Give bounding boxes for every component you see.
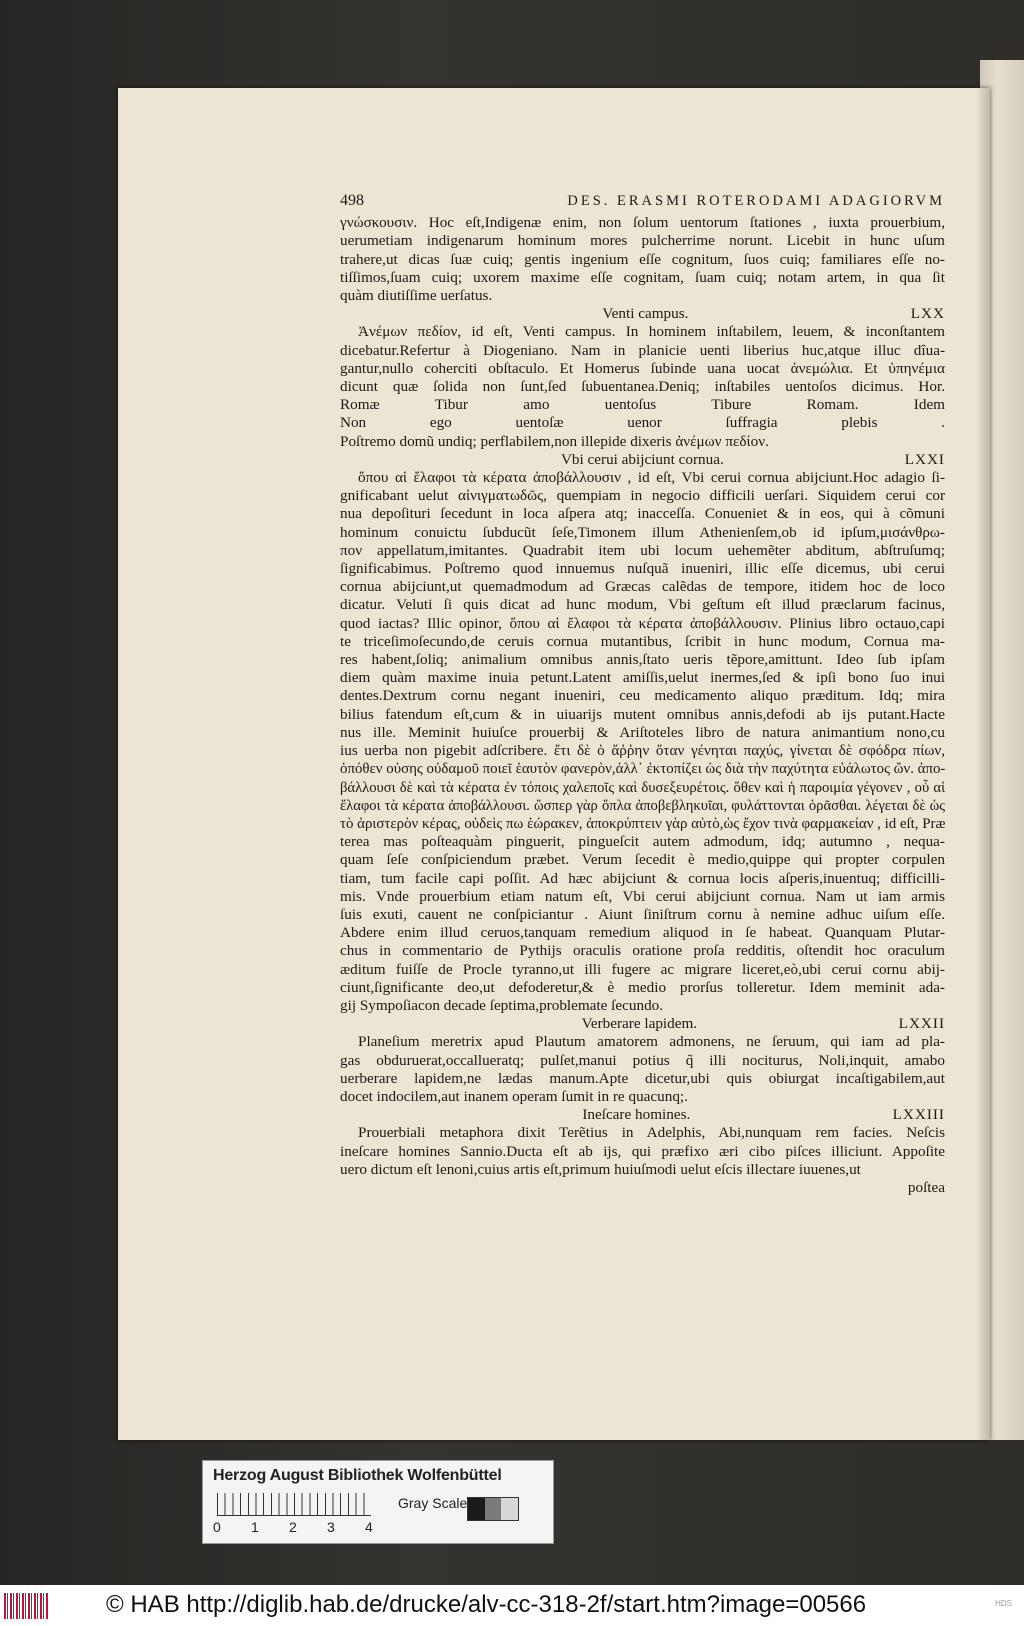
scale-tick-label: 3 bbox=[327, 1519, 335, 1535]
text-line: Planeſium meretrix apud Plautum amatorem admonens, ne ſeruum, qui iam ad pla- bbox=[358, 1033, 945, 1051]
adage-sections bbox=[340, 305, 945, 1179]
copyright-url: © HAB http://diglib.hab.de/drucke/alv-cc-318-2f/start.htm?image=00566 bbox=[106, 1591, 867, 1618]
adage-number: LXXII bbox=[898, 1015, 945, 1033]
text-line: Poſtremo domũ undiq; perflabilem,non illepide dixeris ἀνέμων πεδίον. bbox=[340, 432, 769, 450]
text-line: quod iactas? Illic opinor, ὅπου αἱ ἔλαφοι τὰ κέρατα ἀποβάλλουσιν. Plinius libro octauo,capi bbox=[340, 614, 945, 632]
text-line: gij Sympoſiacon decade ſeptima,problemate ſecundo. bbox=[340, 996, 664, 1014]
scale-tick-label: 4 bbox=[365, 1519, 373, 1535]
text-line: βάλλουσι δὲ καὶ τὰ κέρατα ἐν τόποις χαλεποῖς καὶ δυσεξευρέτοις. ὅθεν καὶ ἡ παροιμία γέγονεν , οὗ αἱ bbox=[340, 779, 945, 796]
text-line: te triceſimoſecundo,de ceruis cornua mutantibus, ſcribit in hunc modum, Cornua ma- bbox=[340, 632, 945, 650]
gray-swatch bbox=[501, 1498, 518, 1520]
text-line: terea mas poſteaquàm pinguerit, pingueſcit autem admodum, idq; autumno , nequa- bbox=[340, 833, 945, 851]
text-line: gas obduruerat,occallueratq; pulſet,manui potius q̃ illi nociturus, Noli,inquit, amabo bbox=[340, 1051, 945, 1069]
text-line: gantur,nullo coherciti obſtaculo. Et Homerus ſubinde uana uocat ἀνεμώλια. Et ὑπηνέμια bbox=[340, 359, 945, 377]
running-head-title: DES. ERASMI ROTERODAMI ADAGIORVM bbox=[567, 193, 945, 209]
book-page bbox=[118, 88, 990, 1440]
intro-paragraph bbox=[340, 214, 945, 305]
text-line: æditum fuiſſe de Procle tyranno,ut illi fugere ac migrare liceret,eò,ubi cerui cornu abij- bbox=[340, 960, 945, 978]
text-line: Romæ Tibur amo uentoſus Tibure Romam. Idem bbox=[340, 396, 945, 414]
adage-heading bbox=[340, 305, 945, 323]
scale-tick-label: 1 bbox=[251, 1519, 259, 1535]
text-line: nua depoſituri ſecedunt in loca aſpera atq; inacceſſa. Conueniet & in eos, qui à cõmuni bbox=[340, 505, 945, 523]
color-calibration-bar bbox=[202, 1460, 554, 1544]
text-line: τὸ ἀριστερὸν κέρας, οὐδεὶς πω ἑώρακεν, ἀποκρύπτειν γὰρ αὐτὸ,ὡς ἔχον τινὰ φαρμακείαν , id eſt, Præ bbox=[340, 815, 945, 832]
text-line: chus in commentario de Pythijs oraculis oratione proſa redditis, oſtendit hoc oraculum bbox=[340, 942, 945, 960]
adage-heading bbox=[340, 1106, 945, 1124]
catchword: poſtea bbox=[907, 1178, 945, 1196]
adage-number: LXXIII bbox=[892, 1106, 945, 1124]
scale-tick-label: 2 bbox=[289, 1519, 297, 1535]
text-line: uerumetiam indigenarum hominum mores pulcherrime norunt. Licebit in hunc uſum bbox=[340, 232, 945, 250]
scale-tick-label: 0 bbox=[213, 1519, 221, 1535]
text-line: ὅπου αἱ ἔλαφοι τὰ κέρατα ἀποβάλλουσιν , id eſt, Vbi cerui cornua abijciunt.Hoc adagio ſi- bbox=[358, 469, 945, 487]
institution-name: Herzog August Bibliothek Wolfenbüttel bbox=[213, 1467, 502, 1484]
adage-title: Verberare lapidem. bbox=[581, 1015, 698, 1033]
text-line: γνώσκουσιν. Hoc eſt,Indigenæ enim, non ſolum uentorum ſtationes , iuxta prouerbium, bbox=[340, 214, 945, 232]
text-line: Non ego uentoſæ uenor ſuffragia plebis . bbox=[340, 414, 945, 432]
text-line: ius uerba non pigebit adſcribere. ἔτι δὲ ὁ ἄῤῥην ὅταν γένηται παχύς, γίνεται δὲ σφόδρα πίων, bbox=[340, 742, 945, 760]
adage-heading bbox=[340, 451, 945, 469]
text-line: uerberare lapidem,ne lædas manum.Apte dicetur,ubi quis obiurgat incaſtigabilem,aut bbox=[340, 1069, 945, 1087]
text-line: ciunt,ſignificante deo,ut defoderetur,& è medio prorſus tolleretur. Idem meminit ada- bbox=[340, 978, 945, 996]
barcode-icon bbox=[4, 1593, 48, 1619]
footer-bar bbox=[0, 1585, 1024, 1626]
text-line: uero dictum eſt lenoni,cuius artis eſt,primum huiuſmodi uelut eſcis illectare iuuenes,ut bbox=[340, 1160, 861, 1178]
text-line: dicunt quæ ſolida non ſunt,ſed ſubuentanea.Deniq; inſtabiles uentoſos dicimus. Hor. bbox=[340, 378, 945, 396]
text-line: ineſcare homines Sannio.Ducta eſt ab ijs, qui præfixo æri cibo piſces illiciunt. Appoſite bbox=[340, 1142, 945, 1160]
text-line: tiam, tum facile capi poſſit. Ad hæc abijciunt & cornua locis aſperis,inuentuq; difficilli- bbox=[340, 869, 945, 887]
text-line: docet indocilem,aut inanem operam ſumit in re quacunq;. bbox=[340, 1087, 688, 1105]
text-line: dicebatur.Refertur à Diogeniano. Nam in planicie uenti liberius huc,atque illuc dîua- bbox=[340, 341, 945, 359]
text-line: ſignificabimus. Poſtremo quod innuemus nuſquã inueniri, illic eſſe dicemus, ubi cerui bbox=[340, 560, 945, 578]
text-line: res habent,ſoliq; animalium omnibus annis,ſtato ueris tẽpore,amittunt. Ideo ſub ipſam bbox=[340, 651, 945, 669]
text-line: mis. Vnde prouerbium etiam natum eſt, Vbi cerui abijciunt cornua. Nam ut iam armis bbox=[340, 887, 945, 905]
text-line: tiſſimos,ſuam cuiq; uxorem maxime eſſe cognitam, ſuam cuiq; notam artem, in qua ſit bbox=[340, 268, 945, 286]
text-line: cornua abijciunt,ut quemadmodum ad Græcas calẽdas de tempore, itidem hoc de loco bbox=[340, 578, 945, 596]
adage-title: Vbi cerui abijciunt cornua. bbox=[560, 450, 724, 468]
text-line: trahere,ut dicas ſuæ cuiq; gentis ingenium eſſe cognitum, ſuos cuiq; familiares eſſe no- bbox=[340, 250, 945, 268]
text-line: ἔλαφοι τὰ κέρατα ἀποβάλλουσι. ὥσπερ γὰρ ὅπλα ἀποβεβληκυῖαι, φυλάττονται ὁρᾶσθαι. λέγεται δὲ ὡς bbox=[340, 797, 945, 814]
scale-ruler bbox=[217, 1493, 371, 1516]
text-line: bilius fatendum eſt,cum & in uiuarijs mutent omnibus annis,defodi ab ijs putant.Hacte bbox=[340, 705, 945, 723]
text-line: diem quàm maxime inuia petunt.Latent amiſſis,uelut inermes,ſed & ipſi bono ſuo inui bbox=[340, 669, 945, 687]
gray-swatches bbox=[467, 1497, 519, 1521]
page-text bbox=[340, 192, 945, 1197]
text-line: gnificabant uelut αἰνιγματωδῶς, quempiam in negocio difficili uerſari. Siquidem cerui cor bbox=[340, 487, 945, 505]
adage-heading bbox=[340, 1015, 945, 1033]
text-line: Prouerbiali metaphora dixit Terẽtius in Adelphis, Abi,nunquam rem facies. Neſcis bbox=[358, 1124, 945, 1142]
text-line: nus ille. Meminit huiuſce prouerbij & Ariſtoteles libro de natura animantium nono,cu bbox=[340, 723, 945, 741]
folio-number: 498 bbox=[340, 192, 364, 209]
text-line: Ἀνέμων πεδίον, id eſt, Venti campus. In hominem inſtabilem, leuem, & inconſtantem bbox=[358, 323, 945, 341]
text-line: dentes.Dextrum cornu negant inueniri, ceu medicamento aliquo præditum. Idq; mira bbox=[340, 687, 945, 705]
adage-number: LXXI bbox=[904, 450, 945, 468]
text-line: Abdere enim illud ceruos,tanquam remedium aliquod in ſe habeat. Quanquam Plutar- bbox=[340, 924, 945, 942]
gray-scale-label: Gray Scale bbox=[398, 1495, 468, 1511]
gray-swatch bbox=[485, 1498, 502, 1520]
text-line: ὁπόθεν οὐσης οὐδαμοῦ ποιεῖ ἑαυτὸν φανερὸν,ἀλλ᾽ ἐκτοπίζει ὡς διὰ τὴν παχύτητα εὐάλωτος ὤν. ἀπο- bbox=[340, 761, 945, 778]
adage-title: Venti campus. bbox=[602, 305, 689, 323]
gray-swatch bbox=[468, 1498, 485, 1520]
text-line: ſuis exuti, cauent ne conſpiciantur . Aiunt ſiniſtrum cornu à nemine adhuc uiſum eſſe. bbox=[340, 905, 945, 923]
text-line: quàm diutiſſime uerſatus. bbox=[340, 287, 493, 305]
text-line: πον appellatum,imitantes. Quadrabit item ubi locum uehemẽter abditum, abſtruſumq; bbox=[340, 541, 945, 559]
text-line: dicatur. Veluti ſi quis dicat ad hunc modum, Vbi geſtum eſt illud præclarum facinus, bbox=[340, 596, 945, 614]
adage-number: LXX bbox=[910, 305, 945, 323]
text-line: quam ſeſe conſpiciendum præbet. Verum ſecedit è medio,quippe qui propter corpulen bbox=[340, 851, 945, 869]
small-mark: HDS bbox=[995, 1599, 1012, 1608]
adage-title: Ineſcare homines. bbox=[582, 1106, 691, 1124]
text-line: hominum conuictu ſubducũt ſeſe,Timonem illum Athenienſem,ob id ipſum,μισάνθρω- bbox=[340, 523, 945, 541]
running-head bbox=[340, 192, 945, 210]
